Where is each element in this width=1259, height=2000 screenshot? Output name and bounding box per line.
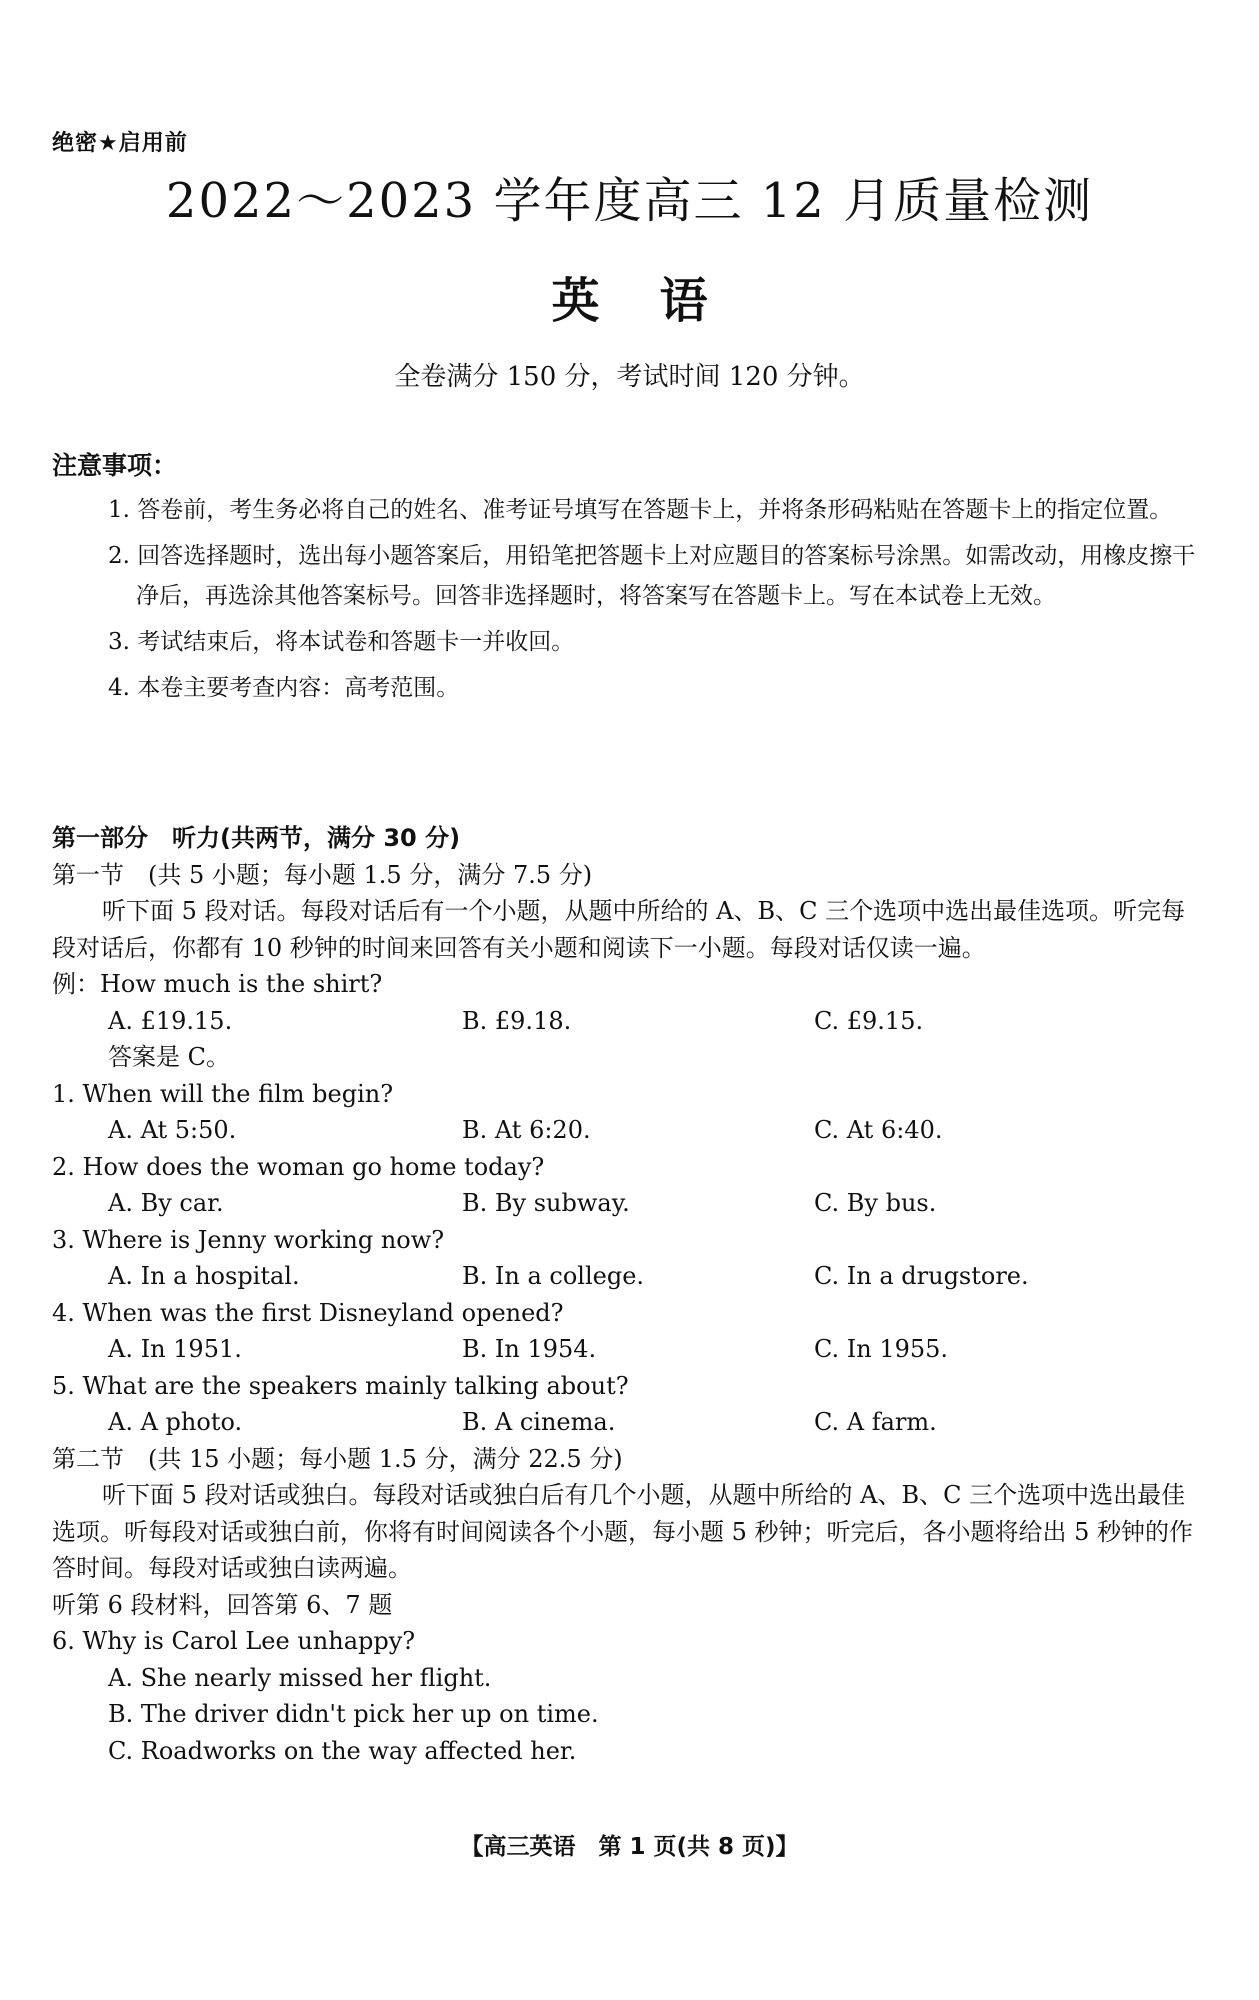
subject-title: 英语	[551, 273, 768, 329]
example-question: 例：How much is the shirt?	[52, 970, 383, 998]
option-a: A. A photo.	[108, 1408, 243, 1436]
option-b: B. In 1954.	[462, 1335, 597, 1363]
question-2: 2. How does the woman go home today?	[52, 1152, 545, 1181]
question-5: 5. What are the speakers mainly talking about?	[52, 1371, 629, 1400]
option-b: B. At 6:20.	[462, 1116, 591, 1144]
option-a: A. At 5:50.	[108, 1116, 237, 1144]
notice-item: 3. 考试结束后，将本试卷和答题卡一并收回。	[108, 629, 575, 655]
question-5-options	[52, 1404, 1202, 1441]
notice-item: 2. 回答选择题时，选出每小题答案后，用铅笔把答题卡上对应题目的答案标号涂黑。如需改动，用橡皮擦干净后，再选涂其他答案标号。回答非选择题时，将答案写在答题卡上。写在本试卷上无效。	[108, 543, 1196, 609]
option-c: C. £9.15.	[814, 1006, 924, 1035]
material-note: 听第 6 段材料，回答第 6、7 题	[52, 1590, 393, 1619]
question-1: 1. When will the film begin?	[52, 1079, 394, 1108]
option-a: A. In 1951.	[108, 1335, 242, 1363]
option-b: B. By subway.	[462, 1189, 630, 1217]
question-4-options	[52, 1331, 1202, 1368]
section1-heading: 第一节 (共 5 小题；每小题 1.5 分，满分 7.5 分)	[52, 860, 593, 889]
option-a: A. She nearly missed her flight.	[108, 1663, 492, 1692]
example-answer: 答案是 C。	[108, 1043, 230, 1071]
option-a: A. In a hospital.	[108, 1262, 300, 1290]
section1-instructions: 听下面 5 段对话。每段对话后有一个小题，从题中所给的 A、B、C 三个选项中选出最佳选项。听完每段对话后，你都有 10 秒钟的时间来回答有关小题和阅读下一小题。每段对话仅读一遍。	[52, 897, 1186, 962]
option-b: B. £9.18.	[462, 1006, 572, 1035]
notice-item: 1. 答卷前，考生务必将自己的姓名、准考证号填写在答题卡上，并将条形码粘贴在答题卡上的指定位置。	[108, 497, 1173, 523]
example-options	[52, 1003, 1202, 1040]
option-a: A. £19.15.	[108, 1006, 233, 1035]
notice-list	[108, 490, 1208, 714]
listening-part	[52, 820, 1202, 1769]
question-3-options	[52, 1258, 1202, 1295]
question-1-options	[52, 1112, 1202, 1149]
part1-heading: 第一部分 听力(共两节，满分 30 分)	[52, 824, 461, 852]
page-footer: 【高三英语 第 1 页(共 8 页)】	[460, 1834, 799, 1860]
question-6: 6. Why is Carol Lee unhappy?	[52, 1627, 416, 1655]
option-a: A. By car.	[108, 1189, 224, 1217]
section2-instructions: 听下面 5 段对话或独白。每段对话或独白后有几个小题，从题中所给的 A、B、C 三个选项中选出最佳选项。听每段对话或独白前，你将有时间阅读各个小题，每小题 5 秒钟；听完后，各小题将给出 5 秒钟的作答时间。每段对话或独白读两遍。	[52, 1481, 1194, 1582]
option-c: C. In 1955.	[814, 1335, 949, 1363]
question-4: 4. When was the first Disneyland opened?	[52, 1298, 564, 1327]
exam-title: 2022～2023 学年度高三 12 月质量检测	[165, 173, 1094, 229]
question-3: 3. Where is Jenny working now?	[52, 1225, 445, 1254]
option-c: C. In a drugstore.	[814, 1262, 1029, 1290]
option-b: B. A cinema.	[462, 1408, 616, 1436]
option-b: B. In a college.	[462, 1262, 645, 1290]
option-c: C. Roadworks on the way affected her.	[108, 1736, 577, 1765]
option-c: C. A farm.	[814, 1408, 937, 1436]
score-info: 全卷满分 150 分，考试时间 120 分钟。	[394, 362, 865, 392]
option-b: B. The driver didn't pick her up on time.	[108, 1700, 599, 1728]
confidential-label: 绝密★启用前	[52, 131, 188, 156]
section2-heading: 第二节 (共 15 小题；每小题 1.5 分，满分 22.5 分)	[52, 1444, 623, 1473]
option-c: C. By bus.	[814, 1189, 937, 1217]
notice-item: 4. 本卷主要考查内容：高考范围。	[108, 675, 460, 701]
question-2-options	[52, 1185, 1202, 1222]
notice-heading: 注意事项：	[52, 451, 178, 480]
option-c: C. At 6:40.	[814, 1116, 943, 1144]
